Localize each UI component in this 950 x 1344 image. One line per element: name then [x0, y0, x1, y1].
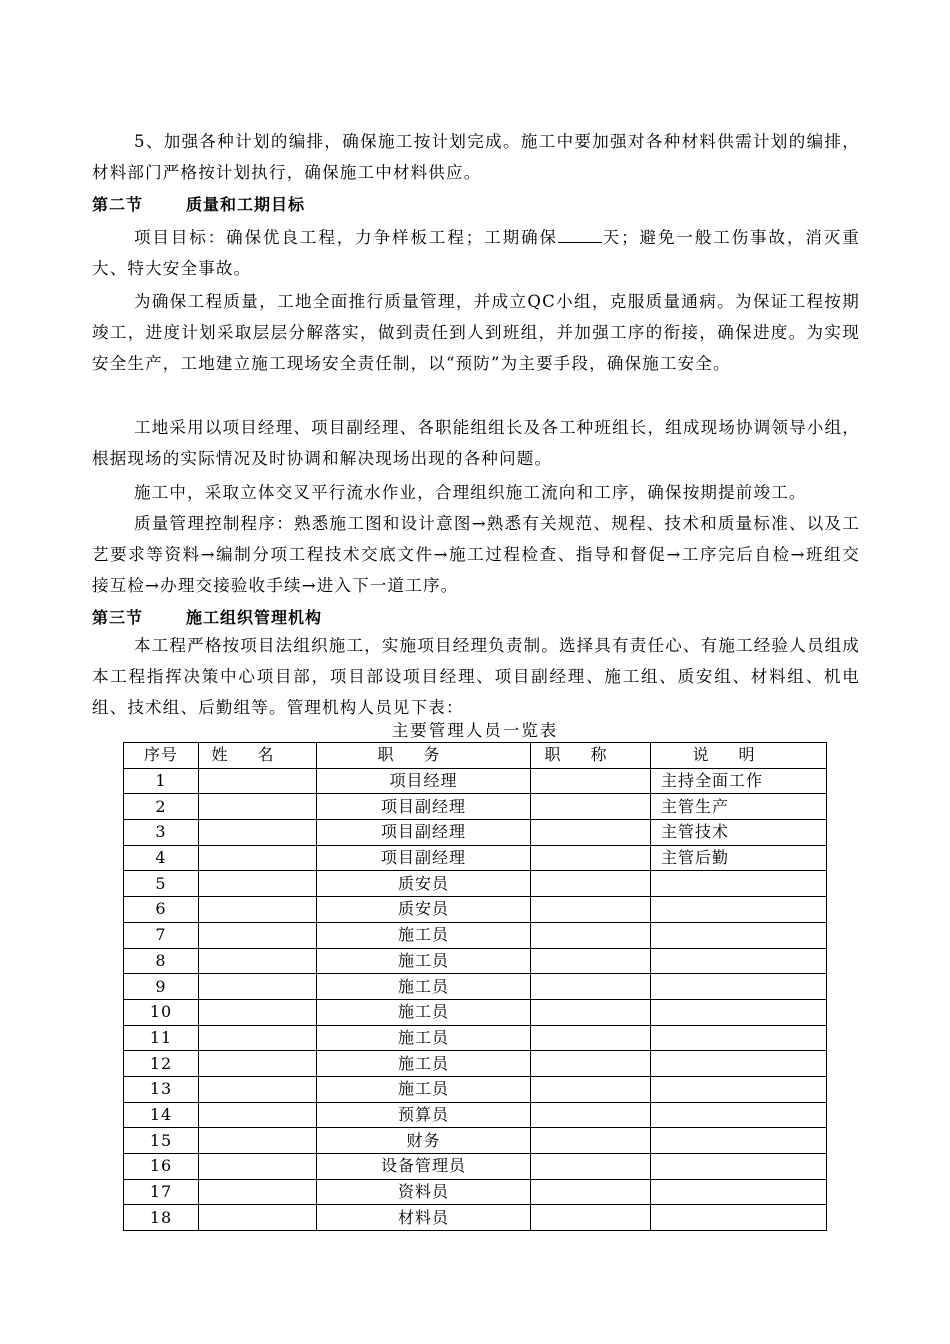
section-title: 施工组织管理机构: [186, 608, 323, 627]
table-row: [124, 768, 827, 794]
cell-rank: [531, 1128, 651, 1154]
paragraph-goal: [92, 222, 860, 284]
table-row: [124, 948, 827, 974]
cell-name: [199, 1205, 317, 1231]
cell-duty: 施工员: [317, 922, 531, 948]
cell-name: [199, 1051, 317, 1077]
paragraph-control: 质量管理控制程序：熟悉施工图和设计意图→熟悉有关规范、规程、技术和质量标准、以及工艺要求等资料→编制分项工程技术交底文件→施工过程检查、指导和督促→工序完后自检→班组交接互检→办理交接验收手续→进入下一道工序。: [92, 514, 860, 595]
table-row: [124, 1051, 827, 1077]
table-row: [124, 922, 827, 948]
cell-name: [199, 948, 317, 974]
cell-rank: [531, 794, 651, 820]
table-header-row: [124, 743, 827, 769]
table-row: [124, 1154, 827, 1180]
cell-note: [651, 974, 827, 1000]
cell-note: [651, 1128, 827, 1154]
header-note: 说明: [651, 743, 827, 769]
paragraph-organization: 本工程严格按项目法组织施工，实施项目经理负责制。选择具有责任心、有施工经验人员组成本工程指挥决策中心项目部，项目部设项目经理、项目副经理、施工组、质安组、材料组、机电组、技术组、后勤组等。管理机构人员见下表：: [92, 636, 860, 717]
cell-note: 主管生产: [651, 794, 827, 820]
cell-note: [651, 897, 827, 923]
cell-name: [199, 1154, 317, 1180]
cell-seq: 4: [124, 845, 199, 871]
table-row: [124, 1076, 827, 1102]
header-rank: 职称: [531, 743, 651, 769]
table-row: [124, 974, 827, 1000]
cell-seq: 8: [124, 948, 199, 974]
cell-seq: 16: [124, 1154, 199, 1180]
cell-duty: 材料员: [317, 1205, 531, 1231]
cell-rank: [531, 922, 651, 948]
cell-note: [651, 1051, 827, 1077]
cell-rank: [531, 820, 651, 846]
cell-name: [199, 922, 317, 948]
cell-note: [651, 1025, 827, 1051]
table-row: [124, 794, 827, 820]
cell-name: [199, 1102, 317, 1128]
cell-seq: 15: [124, 1128, 199, 1154]
cell-name: [199, 1076, 317, 1102]
cell-duty: 财务: [317, 1128, 531, 1154]
cell-rank: [531, 1102, 651, 1128]
cell-rank: [531, 1076, 651, 1102]
cell-note: [651, 999, 827, 1025]
goal-text-before: 项目目标：确保优良工程，力争样板工程；工期确保: [134, 228, 558, 247]
cell-note: [651, 1102, 827, 1128]
table-row: [124, 820, 827, 846]
cell-name: [199, 1025, 317, 1051]
cell-seq: 14: [124, 1102, 199, 1128]
cell-rank: [531, 897, 651, 923]
cell-duty: 项目副经理: [317, 794, 531, 820]
cell-note: 主管技术: [651, 820, 827, 846]
cell-seq: 5: [124, 871, 199, 897]
cell-duty: 质安员: [317, 897, 531, 923]
cell-seq: 2: [124, 794, 199, 820]
goal-text-after: 天；避免一般工伤事故，消灭重大、特大安全事故。: [92, 228, 860, 278]
cell-rank: [531, 1205, 651, 1231]
cell-name: [199, 768, 317, 794]
paragraph-quality: 为确保工程质量，工地全面推行质量管理，并成立QC小组，克服质量通病。为保证工程按期竣工，进度计划采取层层分解落实，做到责任到人到班组，并加强工序的衔接，确保进度。为实现安全生产，工地建立施工现场安全责任制，以“预防”为主要手段，确保施工安全。: [92, 292, 860, 373]
cell-name: [199, 794, 317, 820]
cell-duty: 项目经理: [317, 768, 531, 794]
cell-note: [651, 1154, 827, 1180]
cell-name: [199, 999, 317, 1025]
cell-rank: [531, 1179, 651, 1205]
cell-duty: 施工员: [317, 1051, 531, 1077]
header-seq: 序号: [124, 743, 199, 769]
table-row: [124, 871, 827, 897]
cell-duty: 施工员: [317, 948, 531, 974]
cell-seq: 9: [124, 974, 199, 1000]
cell-duty: 施工员: [317, 1076, 531, 1102]
table-row: [124, 1205, 827, 1231]
cell-rank: [531, 845, 651, 871]
cell-rank: [531, 1154, 651, 1180]
cell-seq: 7: [124, 922, 199, 948]
paragraph-plan: 5、加强各种计划的编排，确保施工按计划完成。施工中要加强对各种材料供需计划的编排，材料部门严格按计划执行，确保施工中材料供应。: [92, 132, 860, 182]
header-name: 姓名: [199, 743, 317, 769]
cell-rank: [531, 999, 651, 1025]
table-row: [124, 897, 827, 923]
cell-duty: 项目副经理: [317, 845, 531, 871]
cell-note: [651, 922, 827, 948]
cell-rank: [531, 974, 651, 1000]
paragraph-team: 工地采用以项目经理、项目副经理、各职能组组长及各工种班组长，组成现场协调领导小组，根据现场的实际情况及时协调和解决现场出现的各种问题。: [92, 418, 860, 468]
cell-name: [199, 845, 317, 871]
cell-duty: 资料员: [317, 1179, 531, 1205]
cell-note: [651, 1179, 827, 1205]
cell-name: [199, 897, 317, 923]
section-heading-2: [92, 193, 305, 217]
cell-seq: 3: [124, 820, 199, 846]
cell-note: [651, 871, 827, 897]
table-title: 主要管理人员一览表: [391, 721, 559, 740]
cell-rank: [531, 1051, 651, 1077]
table-body: [124, 768, 827, 1230]
paragraph-flow: 施工中，采取立体交叉平行流水作业，合理组织施工流向和工序，确保按期提前竣工。: [134, 483, 807, 502]
cell-seq: 10: [124, 999, 199, 1025]
cell-duty: 施工员: [317, 974, 531, 1000]
cell-seq: 1: [124, 768, 199, 794]
table-row: [124, 1025, 827, 1051]
cell-rank: [531, 948, 651, 974]
cell-duty: 设备管理员: [317, 1154, 531, 1180]
cell-note: 主管后勤: [651, 845, 827, 871]
cell-seq: 18: [124, 1205, 199, 1231]
cell-name: [199, 1179, 317, 1205]
duration-blank: [558, 228, 602, 243]
cell-note: [651, 1076, 827, 1102]
table-row: [124, 1128, 827, 1154]
cell-duty: 预算员: [317, 1102, 531, 1128]
cell-seq: 12: [124, 1051, 199, 1077]
cell-rank: [531, 1025, 651, 1051]
cell-note: [651, 1205, 827, 1231]
cell-name: [199, 1128, 317, 1154]
cell-duty: 项目副经理: [317, 820, 531, 846]
table-row: [124, 1179, 827, 1205]
section-number: 第二节: [92, 195, 144, 214]
cell-rank: [531, 768, 651, 794]
cell-name: [199, 871, 317, 897]
staff-table: [123, 742, 827, 1231]
cell-duty: 质安员: [317, 871, 531, 897]
table-row: [124, 1102, 827, 1128]
cell-seq: 13: [124, 1076, 199, 1102]
cell-seq: 11: [124, 1025, 199, 1051]
cell-duty: 施工员: [317, 999, 531, 1025]
cell-note: [651, 948, 827, 974]
cell-name: [199, 820, 317, 846]
header-duty: 职务: [317, 743, 531, 769]
cell-seq: 6: [124, 897, 199, 923]
table-row: [124, 845, 827, 871]
cell-note: 主持全面工作: [651, 768, 827, 794]
cell-seq: 17: [124, 1179, 199, 1205]
cell-duty: 施工员: [317, 1025, 531, 1051]
section-number: 第三节: [92, 608, 144, 627]
table-row: [124, 999, 827, 1025]
section-heading-3: [92, 606, 322, 630]
cell-rank: [531, 871, 651, 897]
cell-name: [199, 974, 317, 1000]
section-title: 质量和工期目标: [186, 195, 306, 214]
